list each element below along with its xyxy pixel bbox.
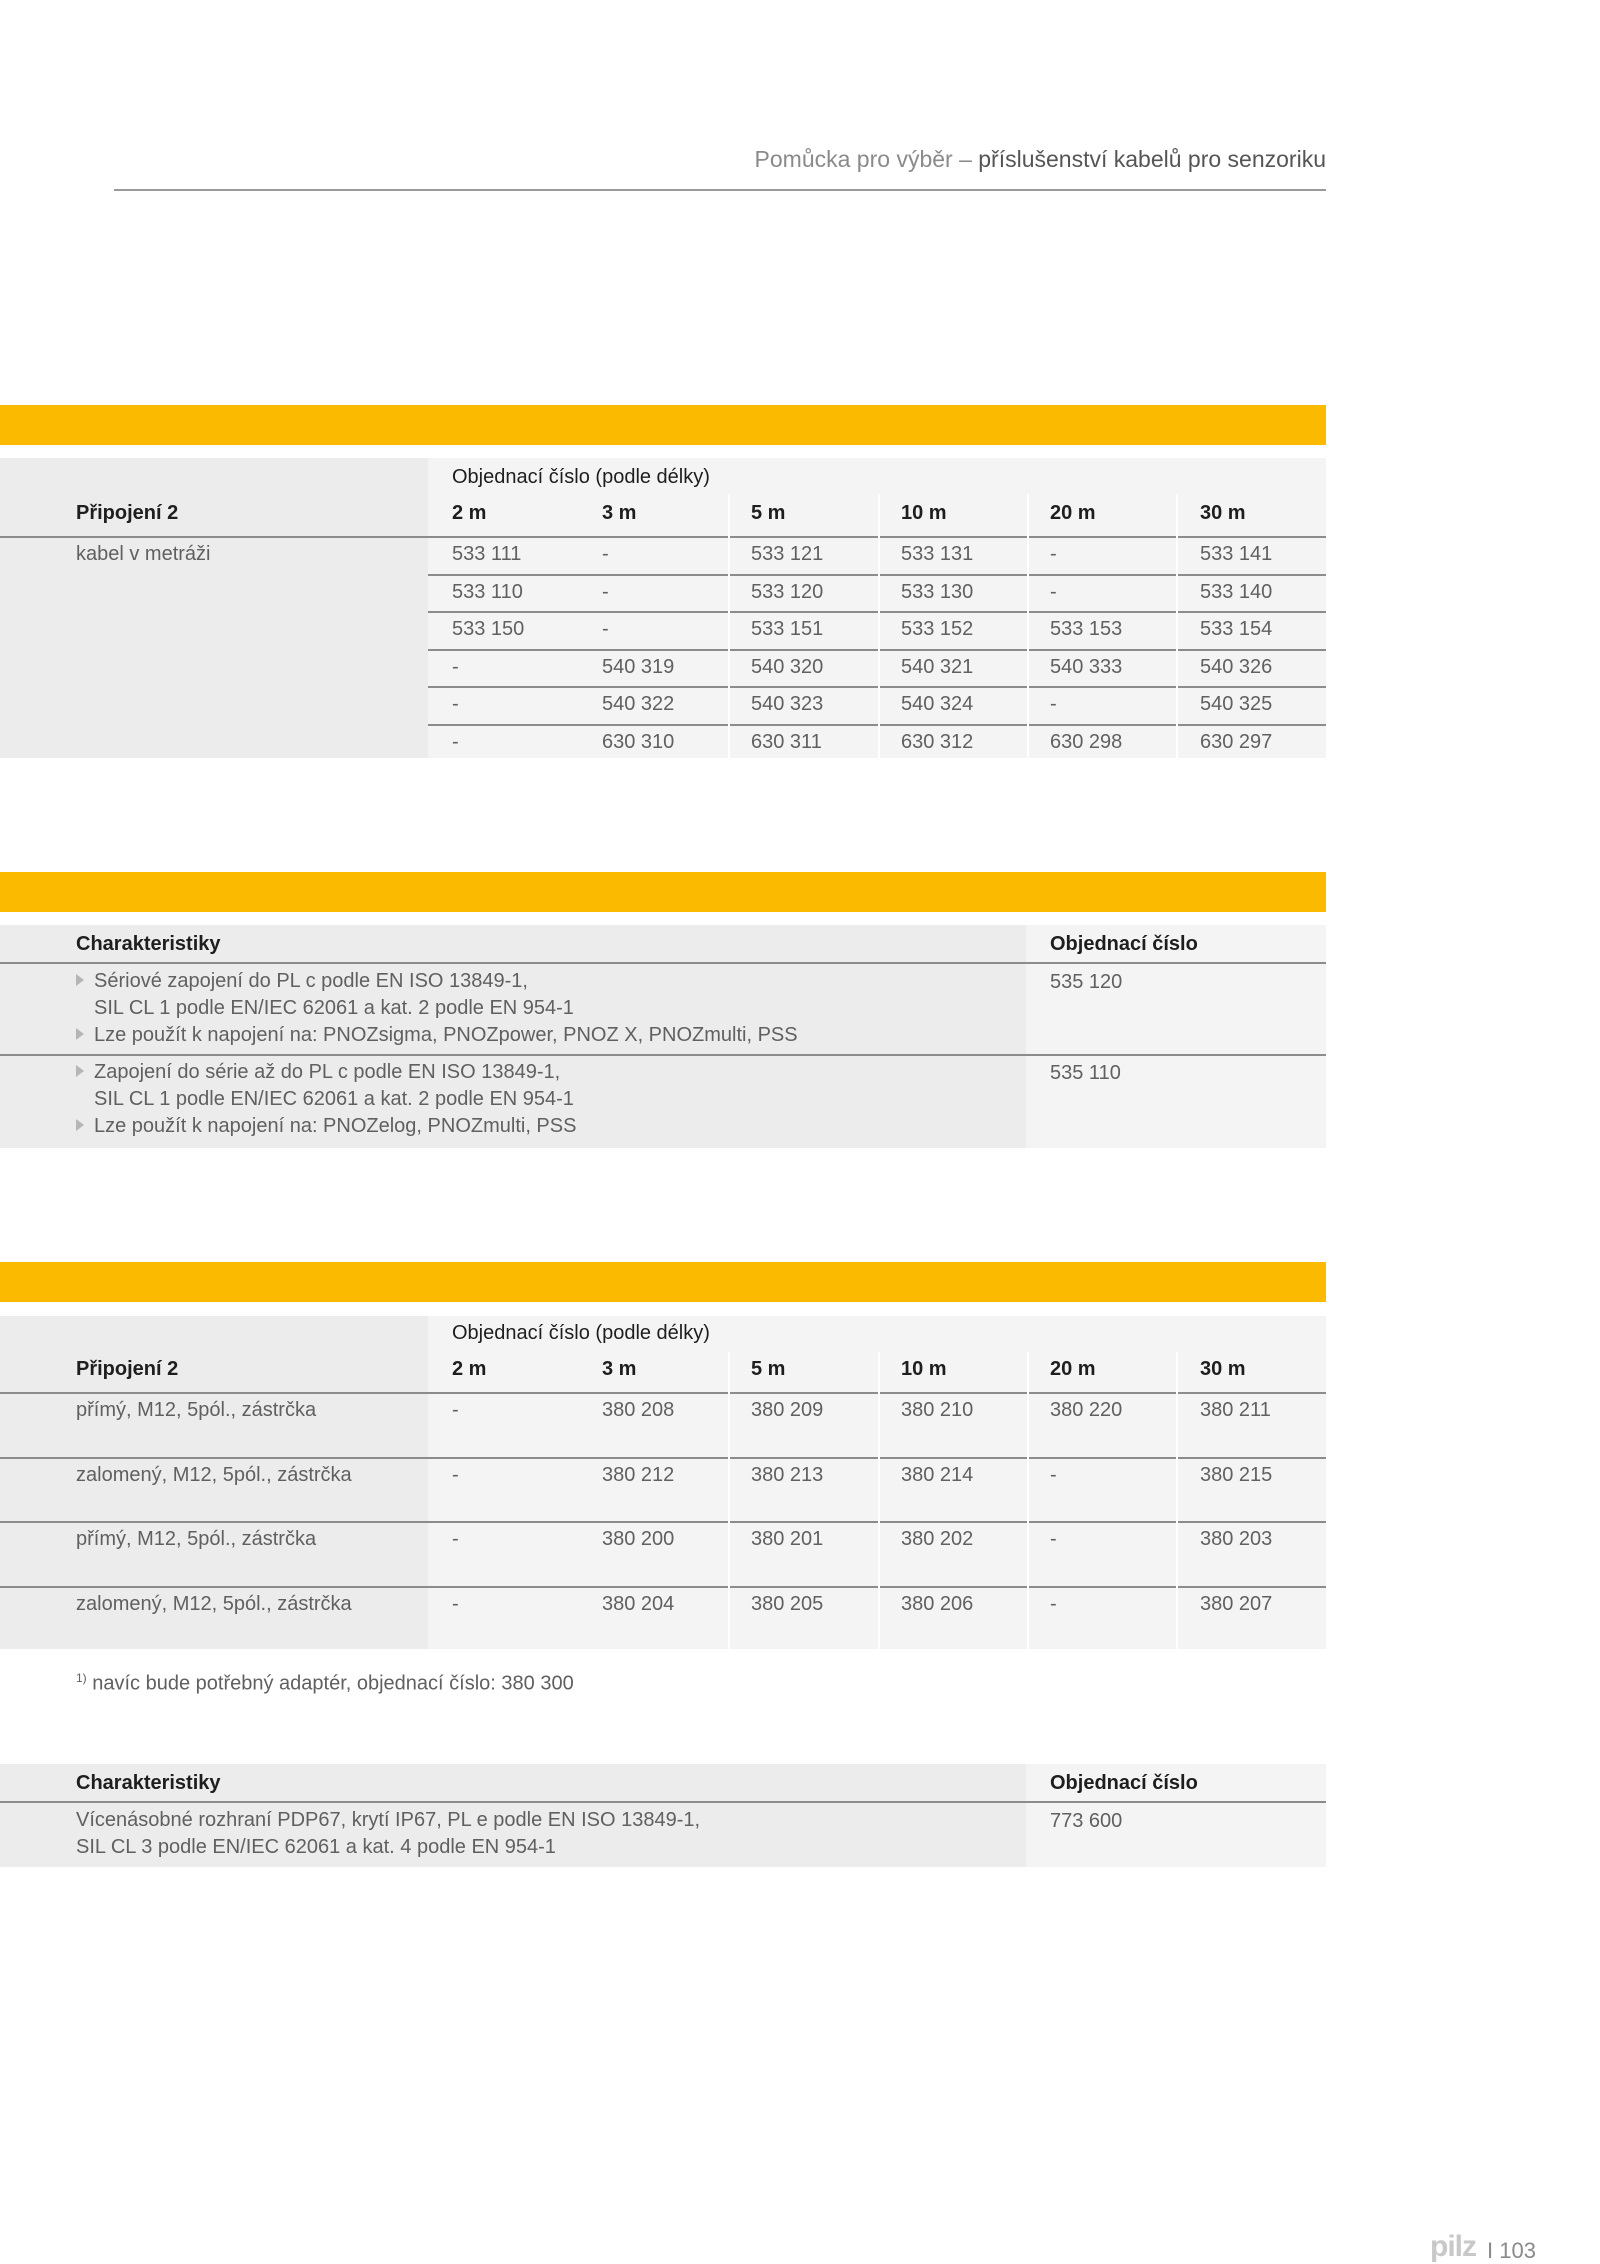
order-number-cell: 630 298 [1050,730,1123,753]
section-bar-1 [0,405,1326,445]
length-header: 30 m [1200,502,1246,524]
table-label-column-bg [0,458,428,758]
order-number-cell: 380 207 [1200,1592,1273,1615]
row-label: zalomený, M12, 5pól., zástrčka [76,1463,352,1486]
order-number-cell: 630 311 [751,730,822,753]
column-separator [728,1352,730,1652]
order-number-cell: - [1050,1528,1057,1550]
order-number-cell: 533 151 [751,618,824,640]
order-number-cell: 533 153 [1050,618,1123,640]
length-header: 2 m [452,1358,487,1380]
row-divider [0,1586,1326,1588]
length-header: 3 m [602,502,637,524]
order-number-cell: 540 320 [751,655,824,678]
footnote [76,1671,574,1696]
order-number-cell: - [1050,1592,1057,1615]
row-label: zalomený, M12, 5pól., zástrčka [76,1592,352,1615]
column-separator [1027,494,1029,763]
order-number-cell: - [602,580,609,603]
order-number-cell: 380 204 [602,1592,675,1615]
order-number-cell: 540 322 [602,693,675,715]
row-divider [428,649,1326,651]
bullet-icon [76,974,84,986]
header-title-main: příslušenství kabelů pro senzoriku [978,146,1326,172]
order-number-cell: 380 200 [602,1528,675,1550]
order-number-cell: - [452,1528,459,1550]
order-number-cell: 380 215 [1200,1463,1273,1486]
row-label: přímý, M12, 5pól., zástrčka [76,1399,317,1421]
header-rule [0,536,1326,538]
table-values-bg [428,1316,1326,1649]
length-header: 10 m [901,1358,947,1380]
column-separator [878,1352,880,1652]
order-number-cell: 533 111 [452,543,522,565]
order-number-cell: 533 121 [751,543,824,565]
order-number-cell: 380 201 [751,1528,824,1550]
order-number-cell: 630 297 [1200,730,1273,753]
order-number-cell: - [452,655,459,678]
characteristics-header: Charakteristiky [76,1772,221,1794]
order-number-cell: 533 131 [901,543,974,565]
page-header-title [755,146,1326,173]
row-label: kabel v metráži [76,543,211,565]
characteristics-table-2 [0,1764,1326,1867]
order-number-cell: 533 110 [452,580,523,603]
section-bar-2 [0,872,1326,912]
order-number-cell: - [1050,580,1057,603]
order-number-cell: 540 319 [602,655,675,678]
header-divider [114,189,1326,191]
header-title-prefix: Pomůcka pro výběr – [754,146,979,172]
order-number-cell: 540 324 [901,693,974,715]
order-number-header: Objednací číslo [1050,1772,1198,1794]
footnote-mark: 1) [76,1671,87,1685]
row-divider [0,1521,1326,1523]
order-number-cell: 380 213 [751,1463,824,1486]
characteristics-header: Charakteristiky [76,933,221,955]
bullet-icon [76,1028,84,1040]
order-number-cell: 533 141 [1200,543,1273,565]
order-number-cell: 380 203 [1200,1528,1273,1550]
order-number-header: Objednací číslo [1050,933,1198,955]
length-header: 20 m [1050,502,1096,524]
order-number-cell: - [452,693,459,715]
section-bar-3 [0,1262,1326,1302]
order-number-cell: 380 206 [901,1592,974,1615]
order-number-cell: 380 211 [1200,1399,1271,1421]
row-divider [428,574,1326,576]
length-header: 20 m [1050,1358,1096,1380]
order-number-cell: 540 321 [901,655,974,678]
length-header: 10 m [901,502,947,524]
table-values-bg [1026,925,1326,1148]
order-number-cell: 380 210 [901,1399,974,1421]
order-number-cell: - [1050,1463,1057,1486]
length-header: 30 m [1200,1358,1246,1380]
order-number-cell: - [452,730,459,753]
order-number-cell: - [602,543,609,565]
order-number-cell: - [1050,693,1057,715]
length-header: 2 m [452,502,487,524]
row-divider [428,724,1326,726]
order-number-cell: 533 120 [751,580,824,603]
order-number-cell: 380 205 [751,1592,824,1615]
characteristics-table-1 [0,925,1326,1148]
order-number-cell: 533 130 [901,580,974,603]
header-rule [0,962,1326,964]
group-header: Objednací číslo (podle délky) [452,1322,710,1344]
column-separator [1176,1352,1178,1652]
order-number-cell: - [602,618,609,640]
order-number-cell: 533 140 [1200,580,1273,603]
order-number-cell: 380 208 [602,1399,675,1421]
order-number-cell: 630 312 [901,730,974,753]
order-number-cell: 533 154 [1200,618,1273,640]
order-table-2 [0,1316,1326,1649]
bullet-icon [76,1119,84,1131]
row-divider [428,686,1326,688]
order-number-cell: 533 152 [901,618,974,640]
order-number-cell: 380 212 [602,1463,675,1486]
order-number-cell: 380 214 [901,1463,974,1486]
row-divider [428,611,1326,613]
column-separator [1027,1352,1029,1652]
order-number-cell: - [452,1463,459,1486]
order-number-cell: - [452,1592,459,1615]
row-label: přímý, M12, 5pól., zástrčka [76,1528,317,1550]
characteristics-item: Vícenásobné rozhraní PDP67, krytí IP67, PL e podle EN ISO 13849-1, SIL CL 3 podle EN/IEC 62061 a kat. 4 podle EN 954-1 [76,1809,701,1858]
column-separator [878,494,880,763]
order-number-cell: 630 310 [602,730,675,753]
order-number-cell: 540 325 [1200,693,1273,715]
length-header: 5 m [751,1358,786,1380]
characteristics-item: Sériové zapojení do PL c podle EN ISO 13849-1, SIL CL 1 podle EN/IEC 62061 a kat. 2 podle EN 954-1 Lze použít k napojení na: PNOZsigma, PNOZpower, PNOZ X, PNOZmulti, PSS [76,968,798,1049]
row-divider [0,1054,1326,1056]
bullet-icon [76,1065,84,1077]
order-number-cell: - [452,1399,459,1421]
order-number-cell: - [1050,543,1057,565]
order-number-cell: 380 202 [901,1528,974,1550]
page-number: I 103 [1487,2238,1536,2263]
order-number-cell: 380 209 [751,1399,824,1421]
header-rule [0,1801,1326,1803]
order-table-1 [0,458,1326,758]
order-number: 535 110 [1050,1062,1121,1084]
order-number-cell: 540 333 [1050,655,1123,678]
footnote-text: navíc bude potřebný adaptér, objednací číslo: 380 300 [86,1672,574,1695]
row-divider [0,1457,1326,1459]
length-header: 5 m [751,502,786,524]
column-separator [1176,494,1178,763]
header-rule [0,1392,1326,1394]
order-number-cell: 533 150 [452,618,525,640]
table-values-bg [428,458,1326,758]
order-number-cell: 380 220 [1050,1399,1123,1421]
pilz-logo: pilz [1430,2230,1476,2263]
order-number-cell: 540 323 [751,693,824,715]
order-number-cell: 540 326 [1200,655,1273,678]
column-label: Připojení 2 [76,502,179,524]
length-header: 3 m [602,1358,637,1380]
order-number: 773 600 [1050,1810,1123,1832]
column-label: Připojení 2 [76,1358,179,1380]
order-number: 535 120 [1050,971,1123,993]
group-header: Objednací číslo (podle délky) [452,466,710,488]
characteristics-item: Zapojení do série až do PL c podle EN ISO 13849-1, SIL CL 1 podle EN/IEC 62061 a kat. 2 podle EN 954-1 Lze použít k napojení na: PNOZelog, PNOZmulti, PSS [76,1059,576,1140]
column-separator [728,494,730,763]
